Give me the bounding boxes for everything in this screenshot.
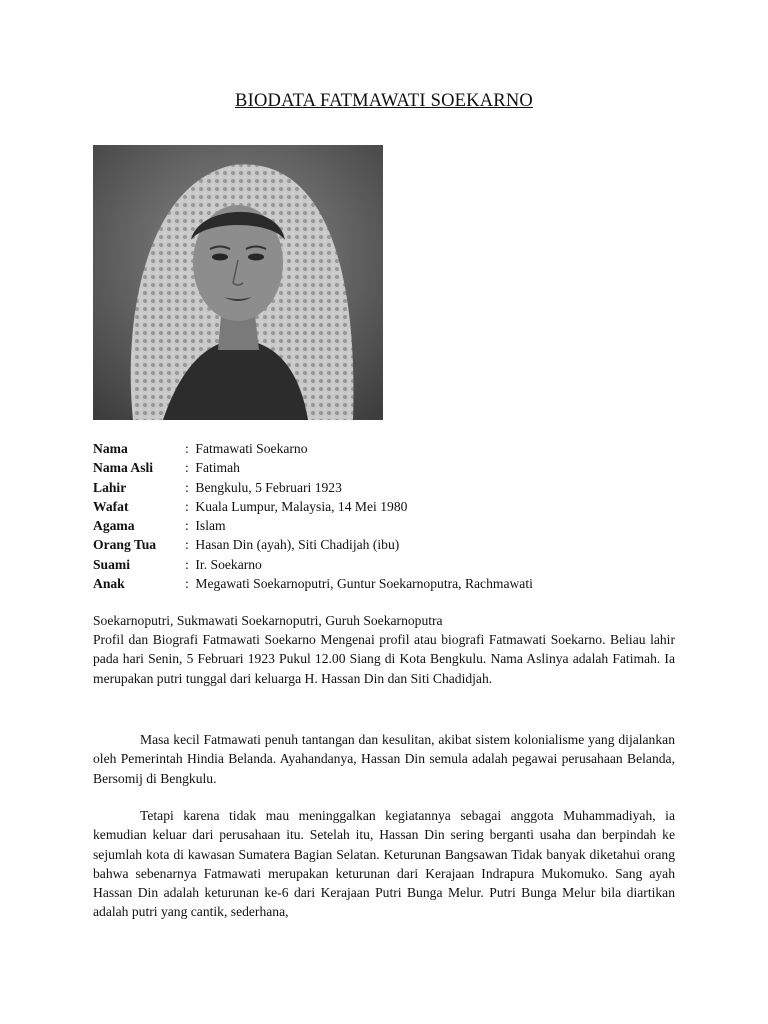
bio-value: Megawati Soekarnoputri, Guntur Soekarnoputra, Rachmawati xyxy=(195,576,533,592)
bio-row-nama: Nama : Fatmawati Soekarno xyxy=(93,439,675,458)
bio-continuation: Soekarnoputri, Sukmawati Soekarnoputri, Guruh Soekarnoputra xyxy=(93,613,443,628)
body-paragraph: Tetapi karena tidak mau meninggalkan kegiatannya sebagai anggota Muhammadiyah, ia kemudian keluar dari perusahaan itu. Setelah itu, Hassan Din sering berganti usaha dan berpindah ke sejumlah kota di kawasan Sumatera Bagian Selatan. Keturunan Bangsawan Tidak banyak diketahui orang bahwa sebenarnya Fatmawati merupakan keturunan dari Kerajaan Indrapura Mukomuko. Sang ayah Hassan Din adalah keturunan ke-6 dari Kerajaan Putri Bunga Melur. Putri Bunga Melur bila diartikan adalah putri yang cantik, sederhana, xyxy=(93,808,675,920)
document-title: BIODATA FATMAWATI SOEKARNO xyxy=(235,91,533,111)
bio-value: Ir. Soekarno xyxy=(195,556,262,572)
bio-label: Nama Asli xyxy=(93,460,154,476)
bio-row-orang-tua: Orang Tua : Hasan Din (ayah), Siti Chadijah (ibu) xyxy=(93,535,675,554)
body-paragraph: Masa kecil Fatmawati penuh tantangan dan kesulitan, akibat sistem kolonialisme yang dijalankan oleh Pemerintah Hindia Belanda. Ayahandanya, Hassan Din semula adalah pegawai perusahaan Belanda, Bersomij di Bengkulu. xyxy=(93,732,675,786)
bio-row-lahir: Lahir : Bengkulu, 5 Februari 1923 xyxy=(93,478,675,497)
body-paragraph: Profil dan Biografi Fatmawati Soekarno Mengenai profil atau biografi Fatmawati Soekarno. Beliau lahir pada hari Senin, 5 Februari 1923 Pukul 12.00 Siang di Kota Bengkulu. Nama Aslinya adalah Fatimah. Ia merupakan putri tunggal dari keluarga H. Hassan Din dan Siti Chadidjah. xyxy=(93,632,675,686)
bio-row-suami: Suami : Ir. Soekarno xyxy=(93,555,675,574)
bio-value: Fatimah xyxy=(195,460,240,476)
bio-label: Suami xyxy=(93,556,131,572)
biodata-table xyxy=(93,439,675,593)
bio-value: Bengkulu, 5 Februari 1923 xyxy=(195,479,342,495)
bio-label: Nama xyxy=(93,441,128,456)
bio-label: Anak xyxy=(93,576,125,592)
bio-label: Wafat xyxy=(93,498,129,514)
bio-value: Hasan Din (ayah), Siti Chadijah (ibu) xyxy=(195,537,400,553)
bio-row-wafat: Wafat : Kuala Lumpur, Malaysia, 14 Mei 1980 xyxy=(93,497,675,516)
bio-value: Kuala Lumpur, Malaysia, 14 Mei 1980 xyxy=(195,498,408,514)
portrait-photo xyxy=(93,145,383,420)
bio-row-agama: Agama : Islam xyxy=(93,516,675,535)
bio-row-nama-asli: Nama Asli : Fatimah xyxy=(93,458,675,477)
bio-label: Lahir xyxy=(93,479,127,495)
bio-row-anak: Anak : Megawati Soekarnoputri, Guntur Soekarnoputra, Rachmawati xyxy=(93,574,675,593)
bio-value: Fatmawati Soekarno xyxy=(195,441,308,456)
bio-value: Islam xyxy=(195,518,226,534)
bio-label: Agama xyxy=(93,518,135,534)
bio-label: Orang Tua xyxy=(93,537,157,553)
